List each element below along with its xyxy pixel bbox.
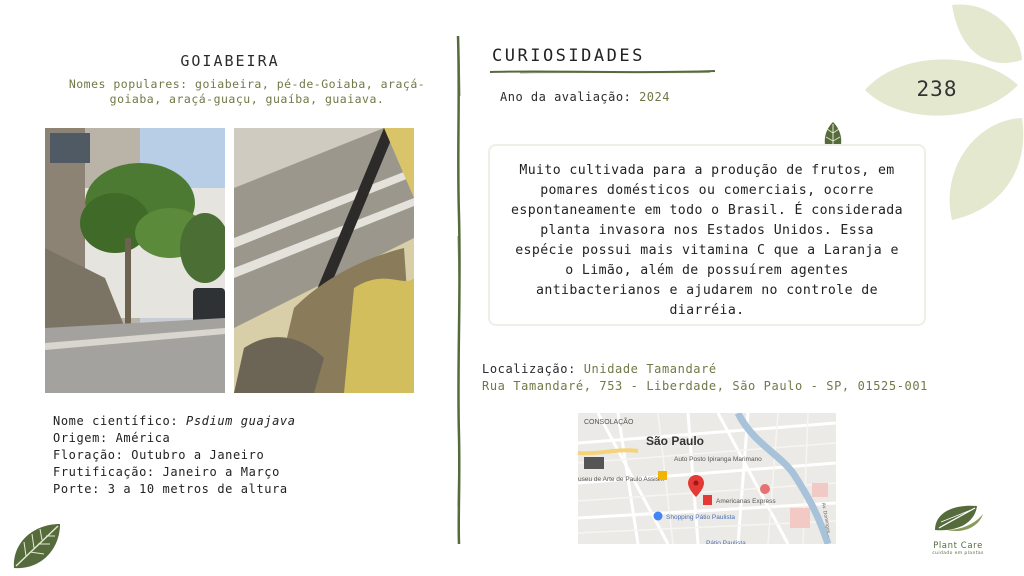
photo-guava-tree [45, 128, 225, 393]
popular-names [62, 77, 432, 107]
origin-value: América [115, 431, 171, 445]
scientific-name-row [53, 413, 296, 430]
scientific-name-value: Psdium guajava [186, 414, 296, 428]
location-label: Localização: [482, 362, 576, 376]
brand-tagline: cuidado em plantas [932, 551, 984, 556]
popular-names-value: goiabeira, pé-de-Goiaba, araçá-goiaba, araçá-guaçu, guaíba, guaiava. [109, 77, 426, 106]
map-label-museum: useu de Arte de Paulo Assis... [578, 476, 665, 483]
size-row [53, 481, 296, 498]
leaf-icon [10, 520, 62, 572]
map-label-bottom: Pátio Paulista [706, 540, 746, 544]
popular-names-label: Nomes populares: [68, 77, 188, 91]
origin-row [53, 430, 296, 447]
map-label-express: Americanas Express [716, 498, 776, 505]
brand-logo [920, 500, 996, 556]
evaluation-year-label: Ano da avaliação: [500, 90, 632, 104]
location-address: Rua Tamandaré, 753 - Liberdade, São Paulo - SP, 01525-001 [482, 379, 929, 393]
evaluation-year [500, 90, 670, 104]
hospital-icon [760, 484, 770, 494]
map-label-city: São Paulo [646, 434, 705, 448]
store-icon [703, 495, 712, 505]
map-label-street: Av. Domingos... [820, 502, 832, 538]
map-label-district: CONSOLAÇÃO [584, 419, 634, 426]
map-label-mall: Shopping Pátio Paulista [666, 514, 736, 521]
size-value: 3 a 10 metros de altura [107, 482, 288, 496]
vertical-divider [452, 36, 466, 544]
plant-details [53, 413, 296, 498]
fruiting-row [53, 464, 296, 481]
plant-care-logo-icon [931, 500, 985, 536]
flowering-label: Floração: [53, 448, 124, 462]
train-icon [584, 457, 604, 469]
curiosities-text: Muito cultivada para a produção de frutos, em pomares domésticos ou comerciais, ocorre espontaneamente em todo o Brasil. É considerada planta invasora nos Estados Unidos. Essa espécie possui mais vitamina C que a Laranja e o Limão, além de possuírem agentes antibacterianos e ajudarem no controle de diarréia. [511, 163, 903, 318]
origin-label: Origem: [53, 431, 108, 445]
map-label-gas-station: Auto Posto Ipiranga Marimano [674, 456, 762, 463]
curiosities-card [488, 144, 926, 326]
shopping-icon [654, 512, 663, 521]
flowering-row [53, 447, 296, 464]
scientific-name-label: Nome científico: [53, 414, 179, 428]
location-block [482, 361, 928, 395]
size-label: Porte: [53, 482, 100, 496]
location-map[interactable] [578, 413, 836, 544]
fruiting-label: Frutificação: [53, 465, 155, 479]
curiosities-title: CURIOSIDADES [492, 46, 645, 66]
page-number: 238 [916, 77, 958, 101]
photo-guava-trunk [234, 128, 414, 393]
title-underline [490, 68, 716, 76]
brand-name: Plant Care [933, 541, 983, 551]
flowering-value: Outubro a Janeiro [131, 448, 265, 462]
evaluation-year-value: 2024 [639, 90, 670, 104]
location-unit: Unidade Tamandaré [583, 362, 717, 376]
fruiting-value: Janeiro a Março [162, 465, 280, 479]
location-row [482, 361, 928, 378]
plant-title: GOIABEIRA [180, 52, 280, 70]
